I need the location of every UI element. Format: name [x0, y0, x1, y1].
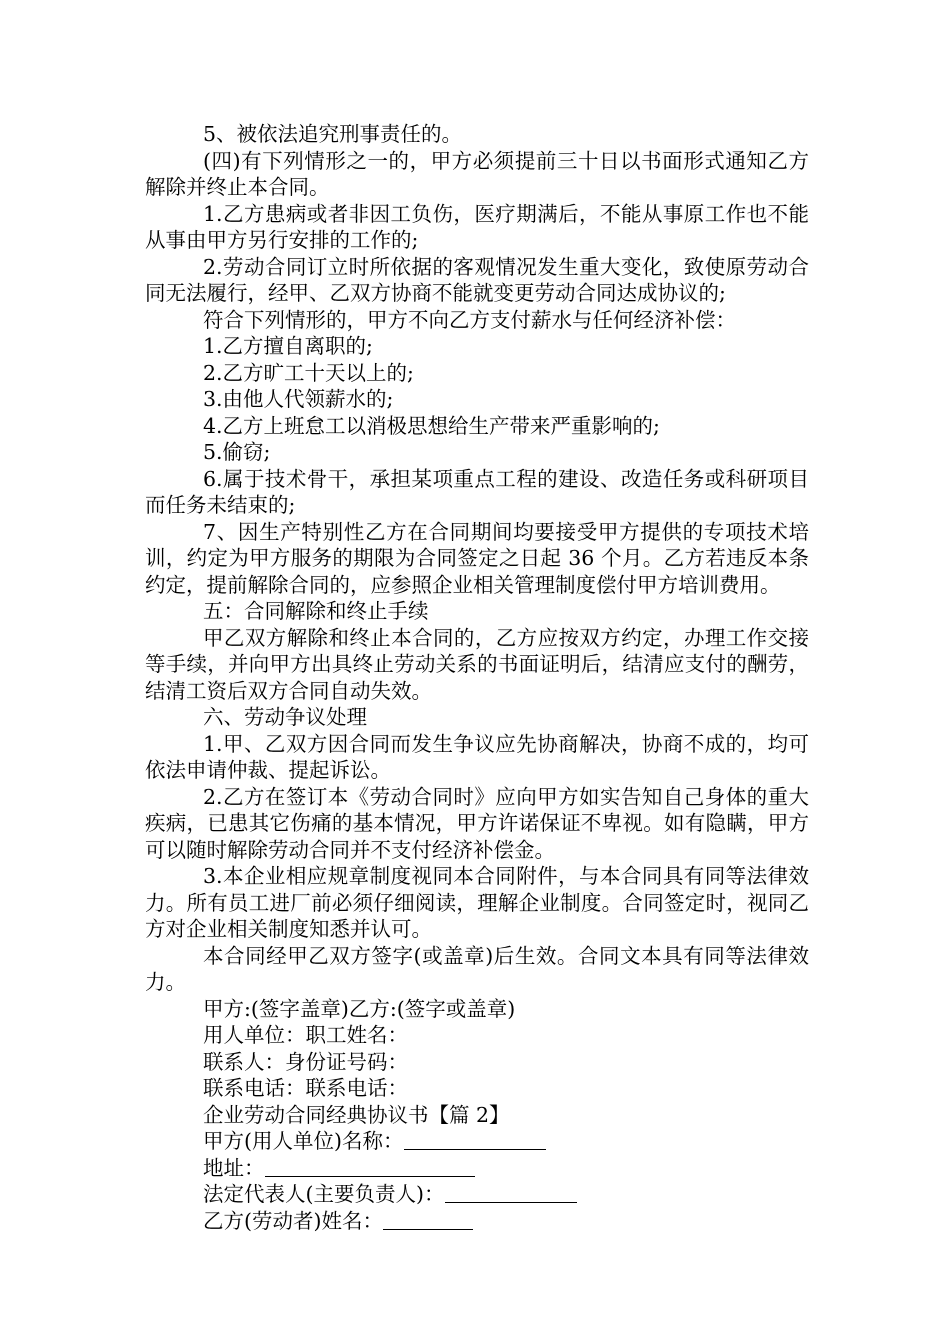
paragraph: 7、因生产特别性乙方在合同期间均要接受甲方提供的专项技术培训，约定为甲方服务的期限为合同签定之日起 36 个月。乙方若违反本条约定，提前解除合同的，应参照企业相关管理制度偿付甲方培训费用。 [145, 519, 809, 597]
legal-rep-label: 法定代表人(主要负责人)： [203, 1182, 445, 1206]
employee-name-row [145, 1208, 809, 1235]
document-page [145, 121, 809, 1234]
legal-rep-blank [445, 1182, 577, 1203]
employer-name-row [145, 1128, 809, 1155]
paragraph: 1.甲、乙双方因合同而发生争议应先协商解决，协商不成的，均可依法申请仲裁、提起诉讼。 [145, 731, 809, 782]
address-label: 地址： [203, 1155, 265, 1180]
section-heading: 六、劳动争议处理 [203, 705, 367, 729]
paragraph: 5.偷窃; [203, 440, 271, 464]
paragraph: 2.劳动合同订立时所依据的客观情况发生重大变化，致使原劳动合同无法履行，经甲、乙双方协商不能就变更劳动合同达成协议的; [145, 254, 809, 305]
signature-line: 联系人：身份证号码： [203, 1049, 408, 1074]
paragraph: 2.乙方旷工十天以上的; [203, 360, 414, 385]
paragraph: 1.乙方擅自离职的; [203, 334, 373, 358]
paragraph: (四)有下列情形之一的，甲方必须提前三十日以书面形式通知乙方解除并终止本合同。 [145, 148, 809, 199]
address-blank [265, 1156, 475, 1177]
signature-line: 联系电话：联系电话： [203, 1076, 408, 1100]
paragraph: 3.本企业相应规章制度视同本合同附件，与本合同具有同等法律效力。所有员工进厂前必须仔细阅读，理解企业制度。合同签定时，视同乙方对企业相关制度知悉并认可。 [145, 864, 809, 941]
signature-line: 用人单位：职工姓名： [203, 1023, 408, 1047]
paragraph: 符合下列情形的，甲方不向乙方支付薪水与任何经济补偿： [203, 307, 736, 332]
employee-name-blank [383, 1209, 473, 1230]
employer-name-blank [404, 1129, 546, 1150]
signature-line: 甲方:(签字盖章)乙方:(签字或盖章) [203, 996, 516, 1021]
paragraph: 2.乙方在签订本《劳动合同时》应向甲方如实告知自己身体的重大疾病，已患其它伤痛的基本情况，甲方许诺保证不卑视。如有隐瞒，甲方可以随时解除劳动合同并不支付经济补偿金。 [145, 784, 809, 862]
employee-name-label: 乙方(劳动者)姓名： [203, 1208, 383, 1233]
employer-name-label: 甲方(用人单位)名称： [203, 1129, 404, 1153]
paragraph: 3.由他人代领薪水的; [203, 387, 394, 411]
paragraph: 5、被依法追究刑事责任的。 [203, 122, 463, 146]
paragraph: 1.乙方患病或者非因工负伤，医疗期满后，不能从事原工作也不能从事由甲方另行安排的工作的; [145, 201, 809, 252]
paragraph: 6.属于技术骨干，承担某项重点工程的建设、改造任务或科研项目而任务未结束的; [145, 466, 809, 517]
section-title: 企业劳动合同经典协议书【篇 2】 [203, 1102, 510, 1127]
paragraph: 4.乙方上班怠工以消极思想给生产带来严重影响的; [203, 413, 660, 438]
legal-rep-row [145, 1181, 809, 1208]
paragraph: 本合同经甲乙双方签字(或盖章)后生效。合同文本具有同等法律效力。 [145, 943, 809, 994]
paragraph: 甲乙双方解除和终止本合同的，乙方应按双方约定，办理工作交接等手续，并向甲方出具终止劳动关系的书面证明后，结清应支付的酬劳，结清工资后双方合同自动失效。 [145, 625, 809, 703]
address-row [145, 1155, 809, 1182]
section-heading: 五：合同解除和终止手续 [203, 599, 429, 623]
